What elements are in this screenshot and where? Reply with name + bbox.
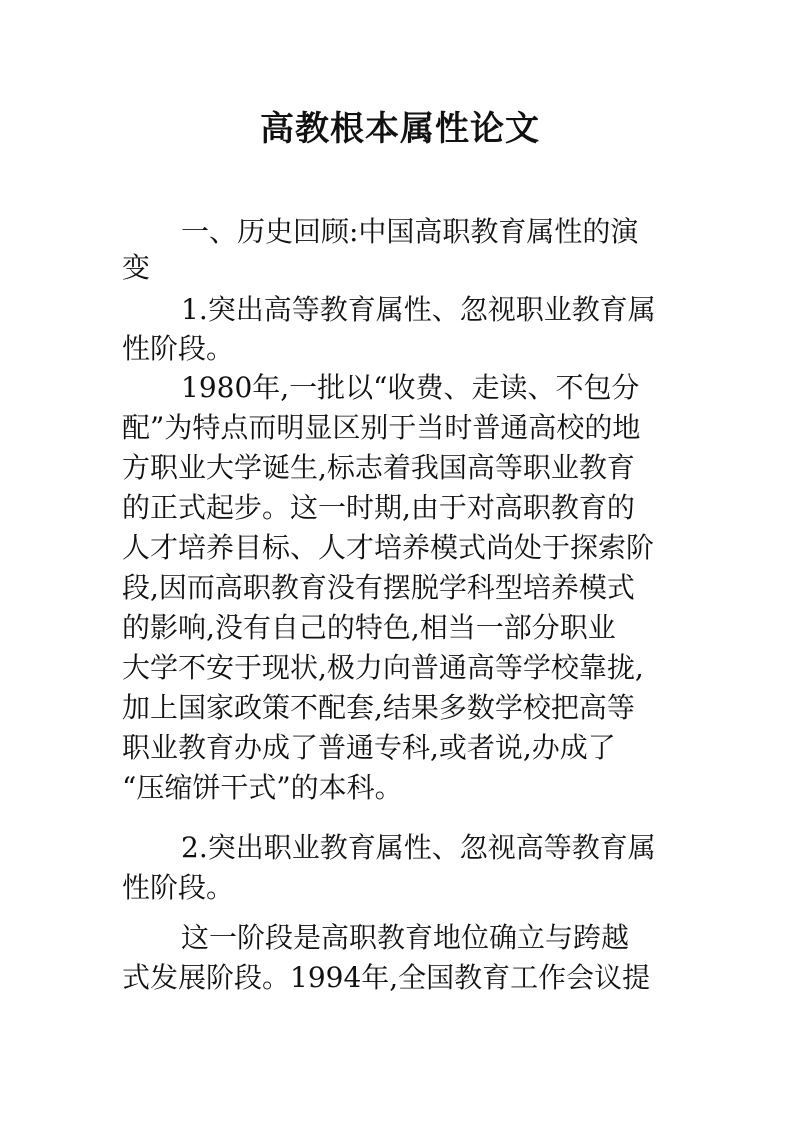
paragraph-2-line-2: 式发展阶段。1994年,全国教育工作会议提 xyxy=(122,961,651,994)
paragraph-1-line-2: 配”为特点而明显区别于当时普通高校的地 xyxy=(122,411,641,444)
subheading-2-line-1: 2.突出职业教育属性、忽视高等教育属 xyxy=(181,831,656,864)
subheading-1-line-1: 1.突出高等教育属性、忽视职业教育属 xyxy=(181,293,656,326)
subheading-1-line-2: 性阶段。 xyxy=(122,332,235,365)
subheading-2-line-2: 性阶段。 xyxy=(122,871,235,904)
paragraph-1-line-8: 大学不安于现状,极力向普通高等学校靠拢, xyxy=(122,651,644,684)
paragraph-1-line-7: 的影响,没有自己的特色,相当一部分职业 xyxy=(122,611,616,644)
heading-line-1: 一、历史回顾:中国高职教育属性的演 xyxy=(181,215,639,248)
paragraph-1-line-1: 1980年,一批以“收费、走读、不包分 xyxy=(181,371,640,404)
paragraph-1-line-5: 人才培养目标、人才培养模式尚处于探索阶 xyxy=(122,531,655,564)
paragraph-1-line-10: 职业教育办成了普通专科,或者说,办成了 xyxy=(122,731,616,764)
heading-line-2: 变 xyxy=(122,251,151,284)
paragraph-1-line-4: 的正式起步。这一时期,由于对高职教育的 xyxy=(122,491,635,524)
paragraph-1-line-6: 段,因而高职教育没有摆脱学科型培养模式 xyxy=(122,571,635,604)
paragraph-2-line-1: 这一阶段是高职教育地位确立与跨越 xyxy=(181,921,630,954)
paragraph-1-line-3: 方职业大学诞生,标志着我国高等职业教育 xyxy=(122,451,635,484)
paragraph-1-line-9: 加上国家政策不配套,结果多数学校把高等 xyxy=(122,691,635,724)
paragraph-1-line-11: “压缩饼干式”的本科。 xyxy=(122,771,403,804)
document-title: 高教根本属性论文 xyxy=(260,109,540,149)
